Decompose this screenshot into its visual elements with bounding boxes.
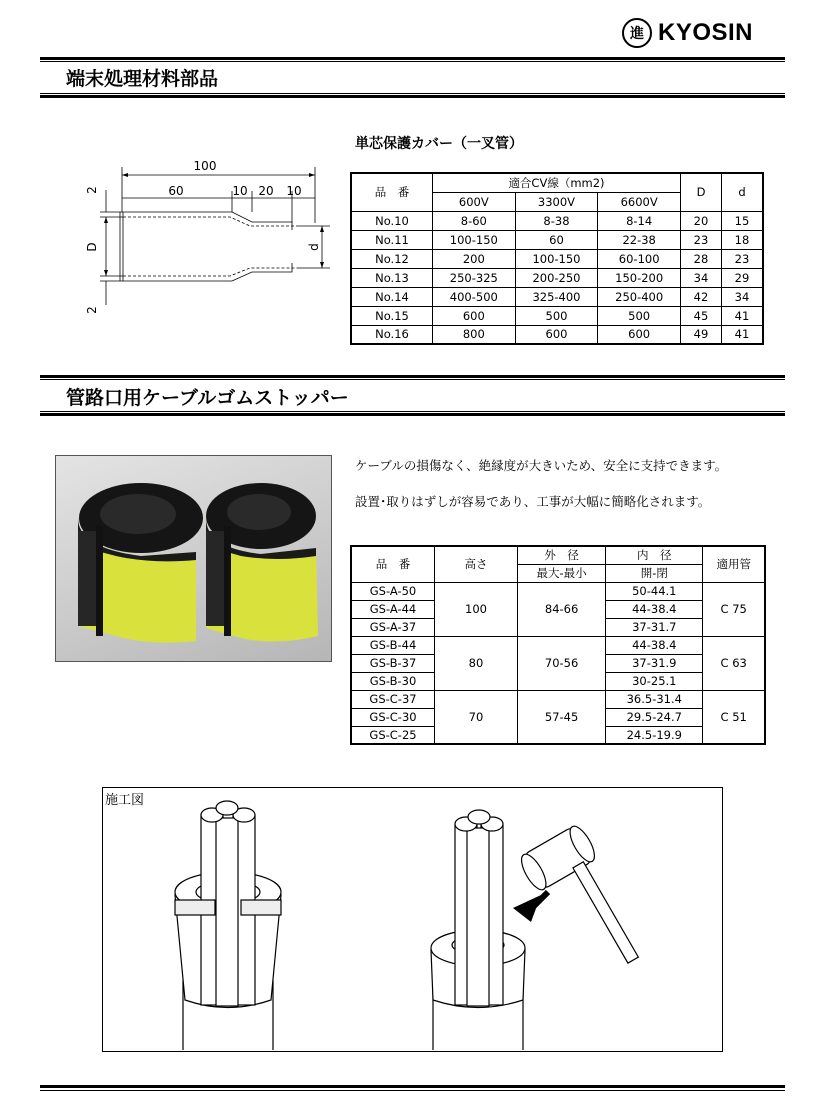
table-cell: GS-C-30 (351, 708, 435, 726)
table-row (351, 690, 765, 708)
table-row (351, 268, 763, 287)
table-cell: No.10 (351, 211, 433, 230)
stopper-spec-table (350, 545, 766, 745)
header-rule-top-thin (40, 61, 785, 62)
table-cell: No.12 (351, 249, 433, 268)
table-cell: 800 (433, 325, 516, 344)
section1-rule-bottom-thin (40, 93, 785, 94)
section2-rule-bottom-thin (40, 411, 785, 412)
table-cell: No.14 (351, 287, 433, 306)
th2-pipe: 適用管 (703, 546, 765, 582)
table-cell: 37-31.7 (606, 618, 703, 636)
table-cell: 600 (598, 325, 681, 344)
th2-outer: 外 径 (518, 546, 606, 564)
table-cell: 70 (435, 690, 518, 744)
th-d: d (722, 173, 764, 211)
stopper-product-photo (55, 455, 332, 662)
table-cell: 84-66 (518, 582, 606, 636)
section2-rule-top-thin (40, 379, 785, 380)
cover-spec-table (350, 172, 764, 345)
th-D: D (681, 173, 722, 211)
section1-rule-bottom (40, 95, 785, 98)
table-cell: 23 (681, 230, 722, 249)
table-cell: 250-400 (598, 287, 681, 306)
table-cell: 34 (681, 268, 722, 287)
installation-figure-label: 施工図 (105, 793, 145, 808)
table-cell: GS-A-37 (351, 618, 435, 636)
table-cell: GS-B-37 (351, 654, 435, 672)
table-cell: No.16 (351, 325, 433, 344)
table-cell: 70-56 (518, 636, 606, 690)
dim-total: 100 (193, 159, 217, 173)
table-cell: 41 (722, 306, 764, 325)
table-cell: GS-B-44 (351, 636, 435, 654)
dim-d: d (307, 243, 321, 251)
table-row (351, 211, 763, 230)
th2-outer-sub: 最大-最小 (518, 564, 606, 582)
table-cell: 36.5-31.4 (606, 690, 703, 708)
table-cell: GS-C-25 (351, 726, 435, 744)
footer-rule (40, 1085, 785, 1088)
table-cell: 600 (433, 306, 516, 325)
table-cell: 29 (722, 268, 764, 287)
table-cell: 150-200 (598, 268, 681, 287)
table-cell: 18 (722, 230, 764, 249)
table-cell: 44-38.4 (606, 600, 703, 618)
logo-mark-icon: 進 (622, 18, 652, 48)
cover-dimension-drawing (80, 155, 340, 325)
table-cell: 34 (722, 287, 764, 306)
table-cell: C 63 (703, 636, 765, 690)
th-600v: 600V (433, 192, 516, 211)
table-cell: 80 (435, 636, 518, 690)
logo-text: KYOSIN (658, 19, 754, 46)
table-cell: 200-250 (515, 268, 598, 287)
table-cell: 15 (722, 211, 764, 230)
table-row (351, 287, 763, 306)
dim-10b: 10 (286, 184, 302, 198)
th-product: 品 番 (351, 173, 433, 211)
th2-inner-sub: 開-閉 (606, 564, 703, 582)
table-row (351, 306, 763, 325)
table-cell: 8-14 (598, 211, 681, 230)
dim-60: 60 (168, 184, 184, 198)
dim-D: D (85, 242, 99, 252)
th2-inner: 内 径 (606, 546, 703, 564)
table-cell: GS-A-50 (351, 582, 435, 600)
table-cell: 20 (681, 211, 722, 230)
table-cell: 600 (515, 325, 598, 344)
table-cell: 100-150 (515, 249, 598, 268)
table-cell: 22-38 (598, 230, 681, 249)
table-row (351, 249, 763, 268)
table-cell: No.11 (351, 230, 433, 249)
table-cell: 57-45 (518, 690, 606, 744)
dim-20: 20 (258, 184, 274, 198)
table-row (351, 230, 763, 249)
table-cell: C 51 (703, 690, 765, 744)
installation-diagram (103, 800, 720, 1050)
table-cell: 44-38.4 (606, 636, 703, 654)
table-cell: 29.5-24.7 (606, 708, 703, 726)
table-row (351, 636, 765, 654)
table-cell: 30-25.1 (606, 672, 703, 690)
table-cell: 100 (435, 582, 518, 636)
table-cell: GS-B-30 (351, 672, 435, 690)
header-rule-top (40, 57, 785, 60)
th2-product: 品 番 (351, 546, 435, 582)
table-cell: 500 (598, 306, 681, 325)
table-cell: No.15 (351, 306, 433, 325)
company-logo (622, 18, 753, 48)
section2-rule-bottom (40, 413, 785, 416)
dim-t-top: 2 (85, 186, 99, 194)
table-cell: 8-60 (433, 211, 516, 230)
section-title-terminal-parts: 端末処理材料部品 (66, 68, 219, 90)
table-cell: 8-38 (515, 211, 598, 230)
th-cv: 適合CV線（mm2) (433, 173, 681, 192)
table-cell: 400-500 (433, 287, 516, 306)
footer-rule-thin (40, 1090, 785, 1091)
table-cell: 50-44.1 (606, 582, 703, 600)
table-cell: 49 (681, 325, 722, 344)
section2-rule-top (40, 375, 785, 378)
table-cell: 45 (681, 306, 722, 325)
table-cell: 28 (681, 249, 722, 268)
table-cell: 100-150 (433, 230, 516, 249)
table-cell: No.13 (351, 268, 433, 287)
table-cell: GS-A-44 (351, 600, 435, 618)
table-cell: 60-100 (598, 249, 681, 268)
table-cell: 325-400 (515, 287, 598, 306)
dim-10a: 10 (232, 184, 248, 198)
th2-height: 高さ (435, 546, 518, 582)
table-row (351, 325, 763, 344)
table-cell: 23 (722, 249, 764, 268)
table-cell: 250-325 (433, 268, 516, 287)
table-cell: GS-C-37 (351, 690, 435, 708)
rubber-stopper-illustration (56, 456, 331, 661)
subtitle-protective-cover: 単芯保護カバー（一叉管） (355, 136, 523, 152)
desc-line-2: 設置･取りはずしが容易であり、工事が大幅に簡略化されます。 (355, 494, 711, 509)
table-cell: 37-31.9 (606, 654, 703, 672)
table-cell: 42 (681, 287, 722, 306)
table-row (351, 582, 765, 600)
table-cell: 500 (515, 306, 598, 325)
table-cell: 200 (433, 249, 516, 268)
th-3300v: 3300V (515, 192, 598, 211)
desc-line-1: ケーブルの損傷なく、絶縁度が大きいため、安全に支持できます。 (355, 458, 728, 473)
table-cell: 60 (515, 230, 598, 249)
table-cell: 41 (722, 325, 764, 344)
table-cell: 24.5-19.9 (606, 726, 703, 744)
section-title-rubber-stopper: 管路口用ケーブルゴムストッパー (66, 387, 349, 409)
dim-t-bottom: 2 (85, 306, 99, 314)
th-6600v: 6600V (598, 192, 681, 211)
table-cell: C 75 (703, 582, 765, 636)
